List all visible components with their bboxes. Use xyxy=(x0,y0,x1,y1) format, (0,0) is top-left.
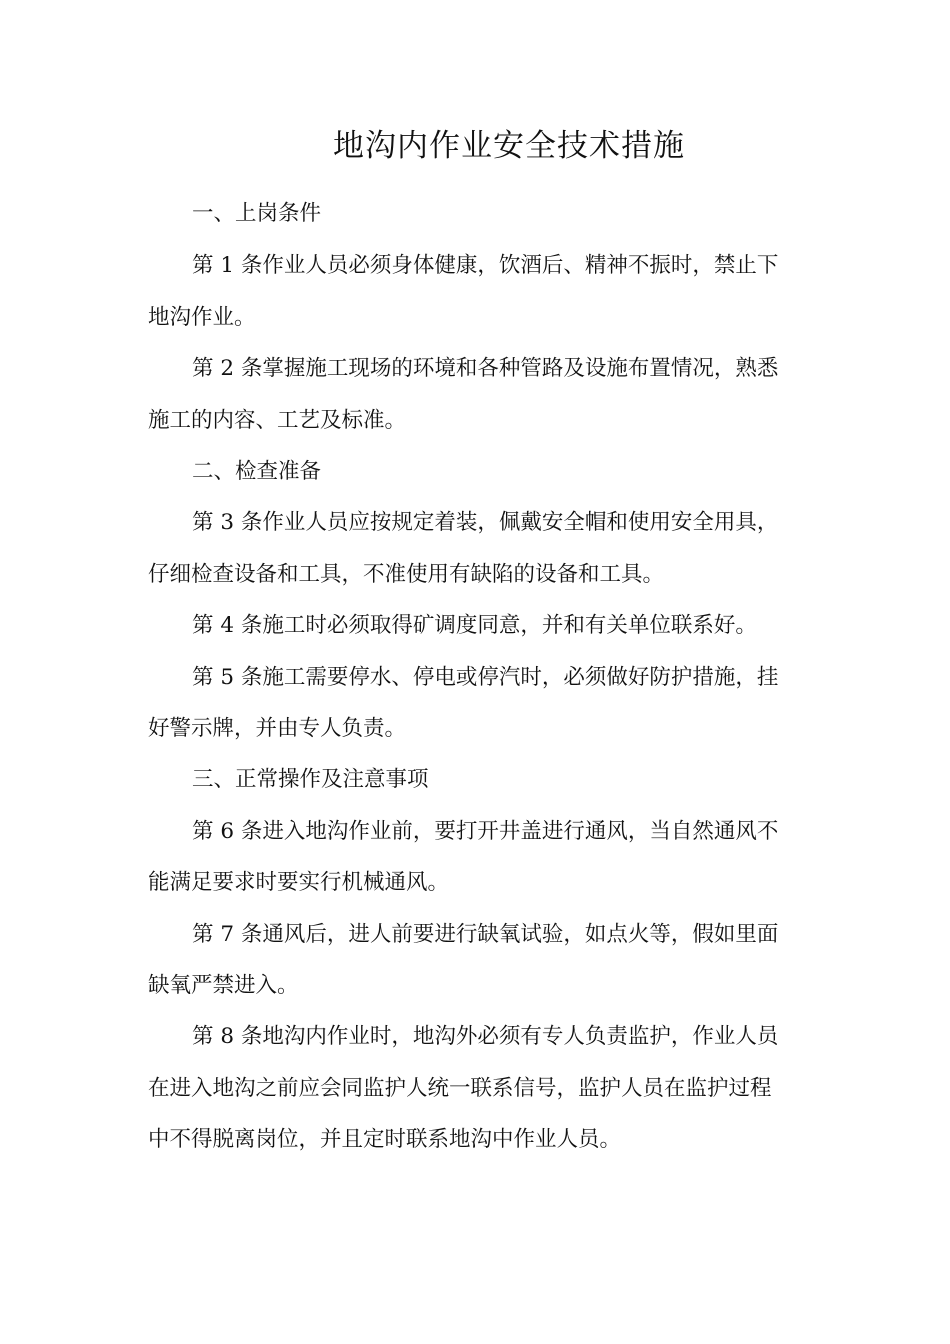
article-8-line-2: 在进入地沟之前应会同监护人统一联系信号，监护人员在监护过程 xyxy=(148,1076,772,1101)
article-2-line-2: 施工的内容、工艺及标准。 xyxy=(148,408,407,433)
section-heading-1: 一、上岗条件 xyxy=(192,201,322,226)
article-3-line-1: 第 3 条作业人员应按规定着装，佩戴安全帽和使用安全用具， xyxy=(192,510,779,535)
article-7-line-1: 第 7 条通风后，进人前要进行缺氧试验，如点火等，假如里面 xyxy=(192,922,779,947)
article-5-line-1: 第 5 条施工需要停水、停电或停汽时，必须做好防护措施，挂 xyxy=(192,665,779,690)
article-4-line-1: 第 4 条施工时必须取得矿调度同意，并和有关单位联系好。 xyxy=(192,613,757,638)
article-3-line-2: 仔细检查设备和工具，不准使用有缺陷的设备和工具。 xyxy=(148,562,665,587)
article-5-line-2: 好警示牌，并由专人负责。 xyxy=(148,716,407,741)
article-2-line-1: 第 2 条掌握施工现场的环境和各种管路及设施布置情况，熟悉 xyxy=(192,356,779,381)
article-1-line-2: 地沟作业。 xyxy=(148,305,256,330)
section-heading-2: 二、检查准备 xyxy=(192,459,322,484)
document-title: 地沟内作业安全技术措施 xyxy=(333,128,685,164)
article-7-line-2: 缺氧严禁进入。 xyxy=(148,973,299,998)
section-heading-3: 三、正常操作及注意事项 xyxy=(192,767,429,792)
article-1-line-1: 第 1 条作业人员必须身体健康，饮酒后、精神不振时，禁止下 xyxy=(192,253,779,278)
article-6-line-1: 第 6 条进入地沟作业前，要打开井盖进行通风，当自然通风不 xyxy=(192,819,779,844)
article-8-line-1: 第 8 条地沟内作业时，地沟外必须有专人负责监护，作业人员 xyxy=(192,1024,779,1049)
article-8-line-3: 中不得脱离岗位，并且定时联系地沟中作业人员。 xyxy=(148,1127,622,1152)
article-6-line-2: 能满足要求时要实行机械通风。 xyxy=(148,870,450,895)
